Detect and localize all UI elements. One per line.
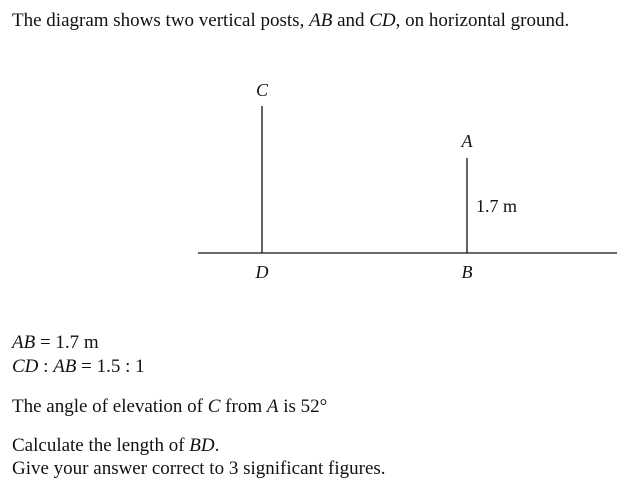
bd-symbol: BD <box>189 435 215 456</box>
angle-part: The angle of elevation of <box>12 396 208 417</box>
angle-value: is 52° <box>278 396 328 417</box>
label-d: D <box>255 262 269 282</box>
ratio-separator: : <box>38 356 54 377</box>
ab-symbol: AB <box>53 356 77 377</box>
cd-symbol: CD <box>12 356 39 377</box>
given-ratio <box>12 356 145 378</box>
c-symbol: C <box>207 396 221 417</box>
angle-part: from <box>220 396 267 417</box>
intro-part: The diagram shows two vertical posts, <box>12 10 310 31</box>
intro-part: , on horizontal ground. <box>395 10 570 31</box>
label-b: B <box>461 262 473 282</box>
a-symbol: A <box>266 396 279 417</box>
precision-instruction: Give your answer correct to 3 significant figures. <box>12 458 386 479</box>
post-cd-name: CD <box>369 10 396 31</box>
ab-value: = 1.7 m <box>35 332 99 353</box>
intro-part: and <box>332 10 370 31</box>
post-ab-name: AB <box>309 10 333 31</box>
task-part: Calculate the length of <box>12 435 190 456</box>
ratio-value: = 1.5 : 1 <box>76 356 145 377</box>
angle-statement <box>12 396 327 418</box>
label-a: A <box>461 131 473 151</box>
ab-symbol: AB <box>12 332 36 353</box>
task-instruction <box>12 435 219 457</box>
given-ab-length <box>12 332 99 354</box>
label-c: C <box>255 80 269 100</box>
height-label: 1.7 m <box>476 196 518 216</box>
task-part: . <box>214 435 220 456</box>
